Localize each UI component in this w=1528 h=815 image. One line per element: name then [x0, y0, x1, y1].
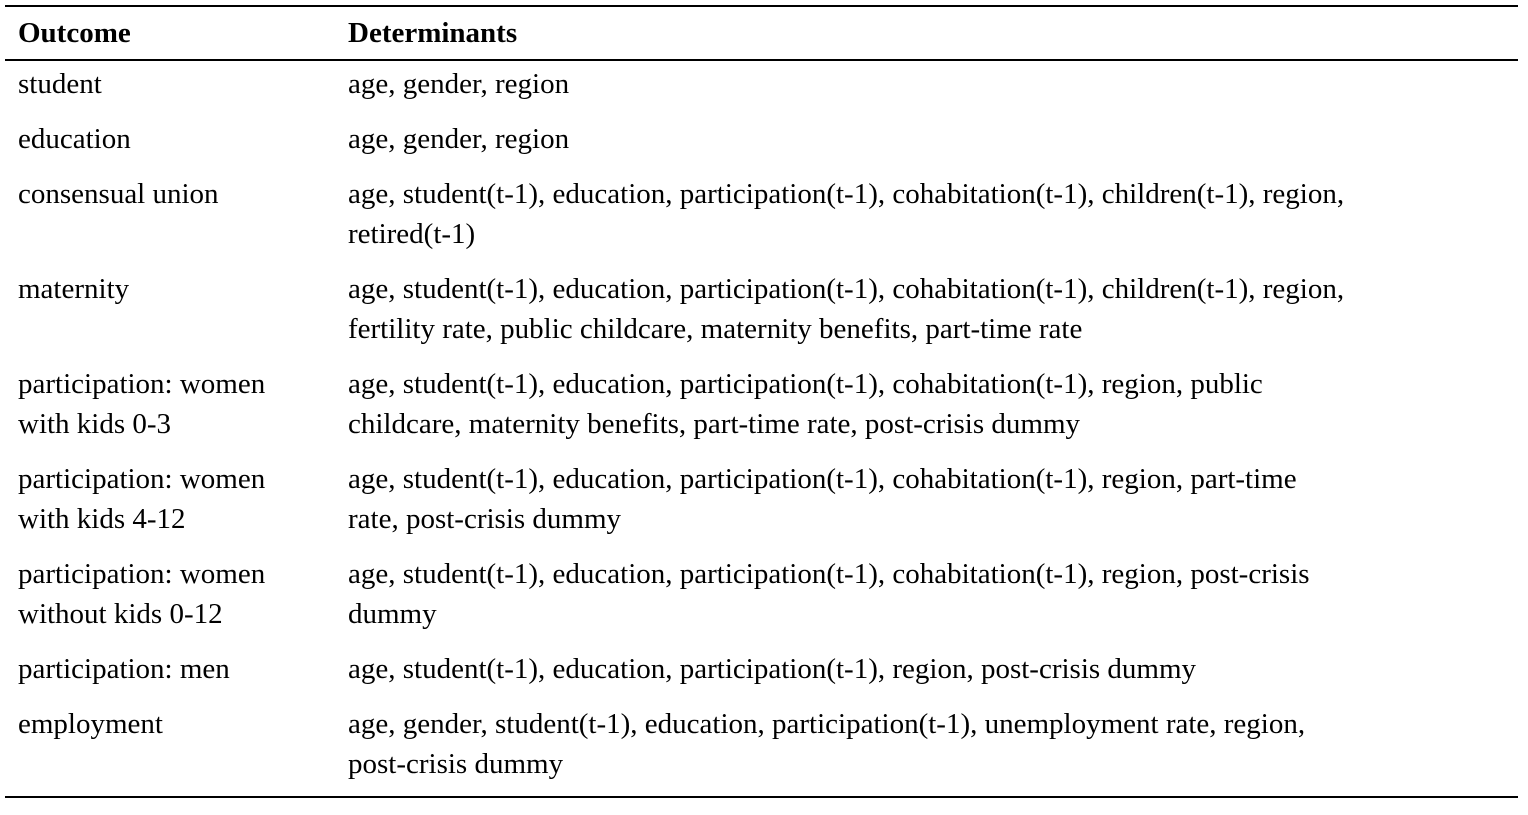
- cell-text-line: with kids 0-3: [18, 408, 172, 440]
- determinants-cell: [348, 60, 1518, 116]
- determinants-cell: [348, 646, 1518, 701]
- column-header-determinants: Determinants: [348, 6, 1518, 60]
- outcome-cell: [5, 701, 348, 797]
- cell-text-line: age, student(t-1), education, participation(t-1), cohabitation(t-1), children(t-1), region,: [348, 178, 1345, 210]
- cell-text-line: without kids 0-12: [18, 598, 223, 630]
- determinants-cell: [348, 116, 1518, 171]
- cell-text-line: participation: women: [18, 558, 266, 590]
- cell-text-line: age, gender, region: [348, 68, 570, 100]
- cell-text-line: employment: [18, 708, 163, 740]
- cell-text-line: age, student(t-1), education, participation(t-1), cohabitation(t-1), region, part-time: [348, 463, 1297, 495]
- cell-text-line: age, gender, region: [348, 123, 570, 155]
- determinants-cell: [348, 551, 1518, 646]
- cell-text-line: retired(t-1): [348, 218, 476, 250]
- cell-text-line: participation: men: [18, 653, 230, 685]
- outcome-cell: [5, 116, 348, 171]
- outcome-cell: [5, 456, 348, 551]
- outcome-cell: [5, 646, 348, 701]
- cell-text-line: fertility rate, public childcare, maternity benefits, part-time rate: [348, 313, 1083, 345]
- cell-text-line: participation: women: [18, 368, 266, 400]
- table-row: [5, 60, 1518, 116]
- determinants-cell: [348, 171, 1518, 266]
- determinants-cell: [348, 361, 1518, 456]
- cell-text-line: post-crisis dummy: [348, 748, 564, 780]
- table-row: [5, 171, 1518, 266]
- cell-text-line: with kids 4-12: [18, 503, 186, 535]
- outcome-cell: [5, 266, 348, 361]
- column-header-outcome: Outcome: [5, 6, 348, 60]
- cell-text-line: age, student(t-1), education, participation(t-1), region, post-crisis dummy: [348, 653, 1197, 685]
- cell-text-line: consensual union: [18, 178, 219, 210]
- outcome-cell: [5, 551, 348, 646]
- table-row: [5, 646, 1518, 701]
- determinants-cell: [348, 701, 1518, 797]
- table-body: [5, 60, 1518, 797]
- cell-text-line: maternity: [18, 273, 130, 305]
- determinants-table: [5, 5, 1518, 798]
- table-header: [5, 6, 1518, 60]
- table-header-row: [5, 6, 1518, 60]
- determinants-cell: [348, 266, 1518, 361]
- outcome-cell: [5, 171, 348, 266]
- table-row: [5, 456, 1518, 551]
- table-row: [5, 701, 1518, 797]
- table-row: [5, 266, 1518, 361]
- cell-text-line: childcare, maternity benefits, part-time rate, post-crisis dummy: [348, 408, 1081, 440]
- table-row: [5, 361, 1518, 456]
- outcome-cell: [5, 60, 348, 116]
- cell-text-line: age, gender, student(t-1), education, participation(t-1), unemployment rate, region,: [348, 708, 1306, 740]
- cell-text-line: age, student(t-1), education, participation(t-1), cohabitation(t-1), children(t-1), region,: [348, 273, 1345, 305]
- cell-text-line: education: [18, 123, 131, 155]
- determinants-cell: [348, 456, 1518, 551]
- cell-text-line: age, student(t-1), education, participation(t-1), cohabitation(t-1), region, post-crisis: [348, 558, 1310, 590]
- table-row: [5, 551, 1518, 646]
- cell-text-line: student: [18, 68, 102, 100]
- cell-text-line: participation: women: [18, 463, 266, 495]
- cell-text-line: dummy: [348, 598, 437, 630]
- cell-text-line: rate, post-crisis dummy: [348, 503, 622, 535]
- table-row: [5, 116, 1518, 171]
- cell-text-line: age, student(t-1), education, participation(t-1), cohabitation(t-1), region, public: [348, 368, 1263, 400]
- outcome-cell: [5, 361, 348, 456]
